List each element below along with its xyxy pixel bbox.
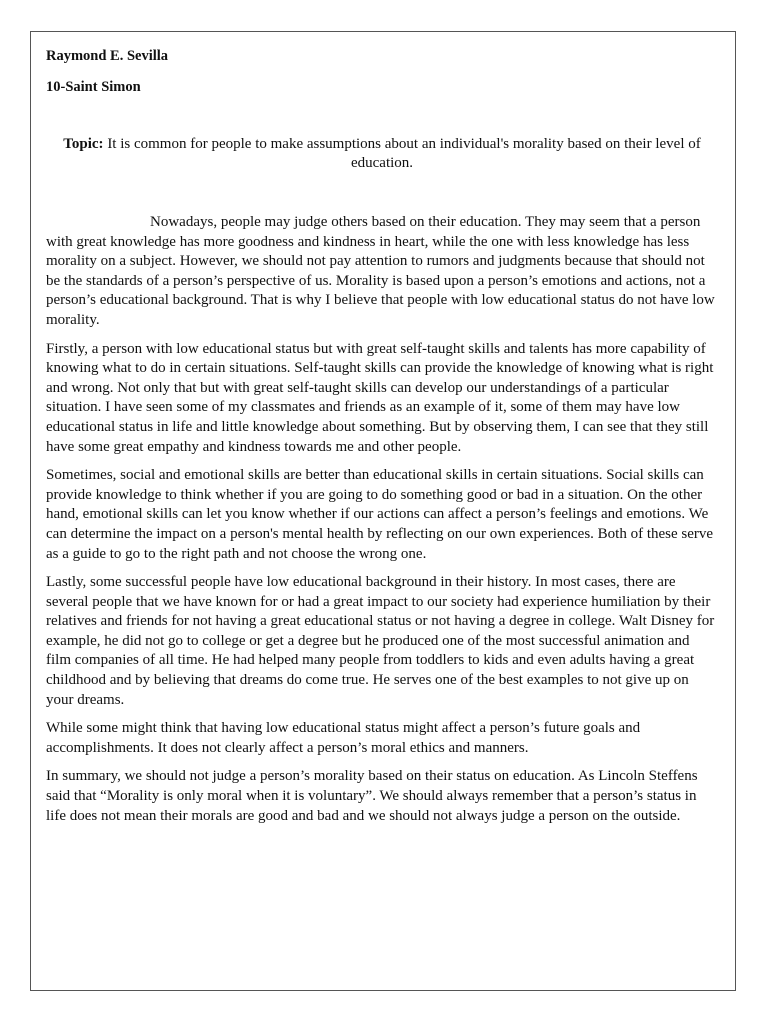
paragraph-sometimes: Sometimes, social and emotional skills are better than educational skills in certain situations. Social skills can provide knowledge to think whether if you are going to do something good or bad in a situation. On the other hand, emotional skills can let you know whether if our actions can affect a person’s feelings and emotions. We can determine the impact on a person's mental health by reflecting on our own experiences. Both of these serve as a guide to go to the right path and not choose the wrong one.	[46, 467, 714, 562]
author-name: Raymond E. Sevilla	[46, 48, 169, 64]
paragraph-introduction: Nowadays, people may judge others based on their education. They may seem that a person with great knowledge has more goodness and kindness in heart, while the one with less knowledge has less morality on a subject. However, we should not pay attention to rumors and judgments because that should not be the standards of a person’s perspective of us. Morality is based upon a person’s emotions and actions, not a person’s educational background. That is why I believe that people with low educational status do not have low morality.	[46, 214, 715, 328]
paragraph-firstly: Firstly, a person with low educational status but with great self-taught skills and talents has more capability of knowing what to do in certain situations. Self-taught skills can provide the knowledge of knowing what is right and wrong. Not only that but with great self-taught skills can develop our understandings of a particular situation. I have seen some of my classmates and friends as an example of it, some of them may have low educational status in life and little knowledge about something. But by observing them, I can see that they still have some great empathy and kindness towards me and other people.	[46, 340, 714, 455]
paragraph-summary: In summary, we should not judge a person’s morality based on their status on education. As Lincoln Steffens said that “Morality is only moral when it is voluntary”. We should always remember that a person’s status in life does not mean their morals are good and bad and we should not always judge a person on the outside.	[46, 768, 698, 824]
topic-label: Topic:	[63, 136, 104, 152]
topic-line	[56, 135, 708, 173]
essay-body	[46, 213, 718, 826]
topic-text: It is common for people to make assumptions about an individual's morality based on their level of education.	[107, 136, 701, 171]
class-section: 10-Saint Simon	[46, 79, 141, 95]
paragraph-counterpoint: While some might think that having low educational status might affect a person’s future goals and accomplishments. It does not clearly affect a person’s moral ethics and manners.	[46, 720, 641, 756]
document-body	[46, 44, 718, 835]
paragraph-lastly: Lastly, some successful people have low educational background in their history. In most cases, there are several people that we have known for or had a great impact to our society had experience humiliation by their relatives and friends for not having a great educational status or not having a degree in college. Walt Disney for example, he did not go to college or get a degree but he produced one of the most successful animation and film companies of all time. He had helped many people from toddlers to kids and even adults having a great childhood and by believing that dreams do come true. He serves one of the best examples to not give up on your dreams.	[46, 574, 715, 708]
